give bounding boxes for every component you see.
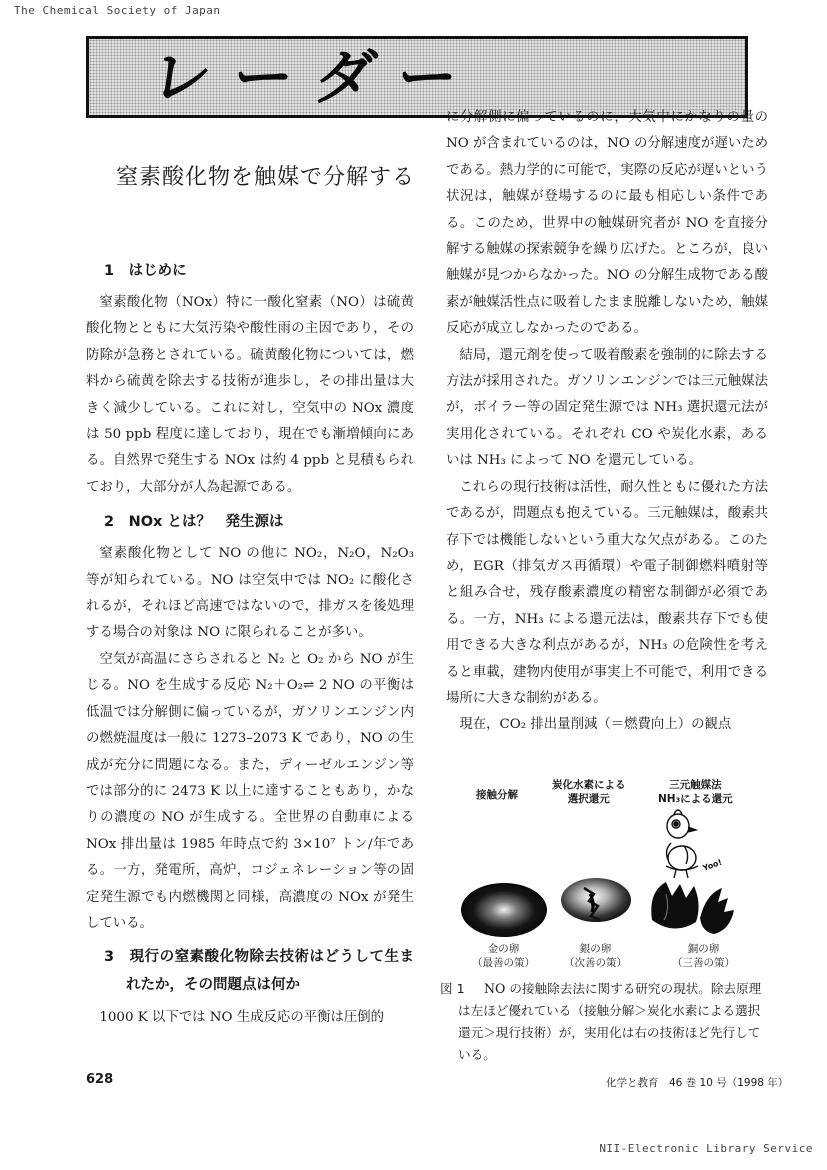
- figure-1: [452, 770, 768, 970]
- section-3-paragraph-4: 現在，CO₂ 排出量削減（＝燃費向上）の観点: [459, 717, 732, 733]
- bronze-egg-shell: [651, 882, 734, 934]
- chick-exclamation: Yoo!: [701, 857, 724, 873]
- section-1-heading: 1 はじめに: [104, 263, 187, 279]
- banner-title: レーダー: [146, 43, 484, 113]
- section-3-paragraph-3: これらの現行技術は活性，耐久性ともに優れた方法であるが，問題点も抱えている。三元触媒は，酸素共存下では機能しないという重大な欠点がある。このため，EGR（排気ガス再循環）や電子制御燃料噴射等と組み合せ，残存酸素濃度の精密な制御が必須である。一方，NH₃ による還元法は，酸素共存下でも使用できる大きな利点があるが，NH₃ の危険性を考えると車載，建物内使用が事実上不可能で，利用できる場所に大きな制約がある。: [446, 479, 768, 706]
- right-column: [446, 105, 768, 739]
- watermark-top: The Chemical Society of Japan: [14, 4, 221, 17]
- section-2-paragraph-1: 窒素酸化物として NO の他に NO₂，N₂O，N₂O₃ 等が知られている。NO は空気中では NO₂ に酸化されるが，それほど高速ではないので，排ガスを後処理する場合の対象は NO に限られることが多い。: [86, 546, 414, 641]
- article-title: 窒素酸化物を触媒で分解する: [116, 165, 416, 190]
- section-3-paragraph-2: 結局，還元剤を使って吸着酸素を強制的に除去する方法が採用された。ガソリンエンジンでは三元触媒法が，ボイラー等の固定発生源では NH₃ 選択還元法が実用化されている。それぞれ CO や炭化水素，あるいは NH₃ によって NO を還元している。: [446, 347, 768, 469]
- section-3-heading: 3 現行の窒素酸化物除去技術はどうして生まれたか，その問題点は何か: [104, 949, 414, 994]
- section-3-paragraph-1-start: 1000 K 以下では NO 生成反応の平衡は圧倒的: [99, 1010, 385, 1026]
- figure-1-caption-text: NO の接触除去法に関する研究の現状。除去原理は左ほど優れている（接触分解＞炭化水素による選択還元＞現行技術）が，実用化は右の技術ほど先行している。: [458, 981, 762, 1062]
- label-bronze-egg: 銅の卵 （三善の策）: [672, 943, 735, 969]
- gold-egg: [461, 883, 547, 937]
- label-catalytic-decomposition: 接触分解: [476, 789, 518, 801]
- page-number: 628: [86, 1072, 114, 1087]
- chick-illustration: [666, 810, 698, 878]
- label-hydrocarbon-reduction: 炭化水素による 選択還元: [552, 779, 626, 805]
- section-1-paragraph: 窒素酸化物（NOx）特に一酸化窒素（NO）は硫黄酸化物とともに大気汚染や酸性雨の主因であり，その防除が急務とされている。硫黄酸化物については，燃料から硫黄を除去する技術が進歩し，その排出量は大きく減少している。これに対し，空気中の NOx 濃度は 50 ppb 程度に達しており，現在でも漸増傾向にある。自然界で発生する NOx は約 4 ppb と見積もられており，大部分が人為起源である。: [86, 295, 414, 495]
- silver-egg: [561, 878, 631, 922]
- label-gold-egg: 金の卵 （最善の策）: [472, 943, 535, 969]
- label-three-way-catalyst: 三元触媒法 NH₃による還元: [658, 779, 733, 805]
- section-2-paragraph-2: 空気が高温にさらされると N₂ と O₂ から NO が生じる。NO を生成する反応 N₂＋O₂⇌ 2 NO の平衡は低温では分解側に偏っているが，ガソリンエンジン内の燃焼温度は一般に 1273–2073 K であり，NO の生成が充分に問題になる。また，ディーゼルエンジン等では部分的に 2473 K 以上に達することもあり，かなりの濃度の NO が生成する。全世界の自動車による NOx 排出量は 1985 年時点で約 3×10⁷ トン/年である。一方，発電所，高炉，コジェネレーション等の固定発生源でも内燃機関と同様，高濃度の NOx が発生している。: [86, 651, 414, 931]
- section-3-paragraph-1-continued: に分解側に偏っているのに，大気中にかなりの量の NO が含まれているのは，NO の分解速度が遅いためである。熱力学的に可能で，実際の反応が遅いという状況は，触媒が登場するのに最も相応しい条件である。このため，世界中の触媒研究者が NO を直接分解する触媒の探索競争を繰り広げた。ところが，良い触媒が見つからなかった。NO の分解生成物である酸素が触媒活性点に吸着したまま脱離しないため，触媒反応が成立しなかったのである。: [446, 110, 768, 337]
- journal-citation: 化学と教育 46 巻 10 号（1998 年）: [606, 1077, 789, 1089]
- figure-1-caption-head: 図 1: [440, 981, 465, 996]
- section-2-heading: 2 NOx とは？ 発生源は: [104, 514, 284, 531]
- figure-1-caption: [440, 978, 770, 1066]
- label-silver-egg: 銀の卵 （次善の策）: [564, 943, 627, 969]
- left-column: [86, 256, 414, 1032]
- watermark-bottom: NII-Electronic Library Service: [599, 1142, 813, 1155]
